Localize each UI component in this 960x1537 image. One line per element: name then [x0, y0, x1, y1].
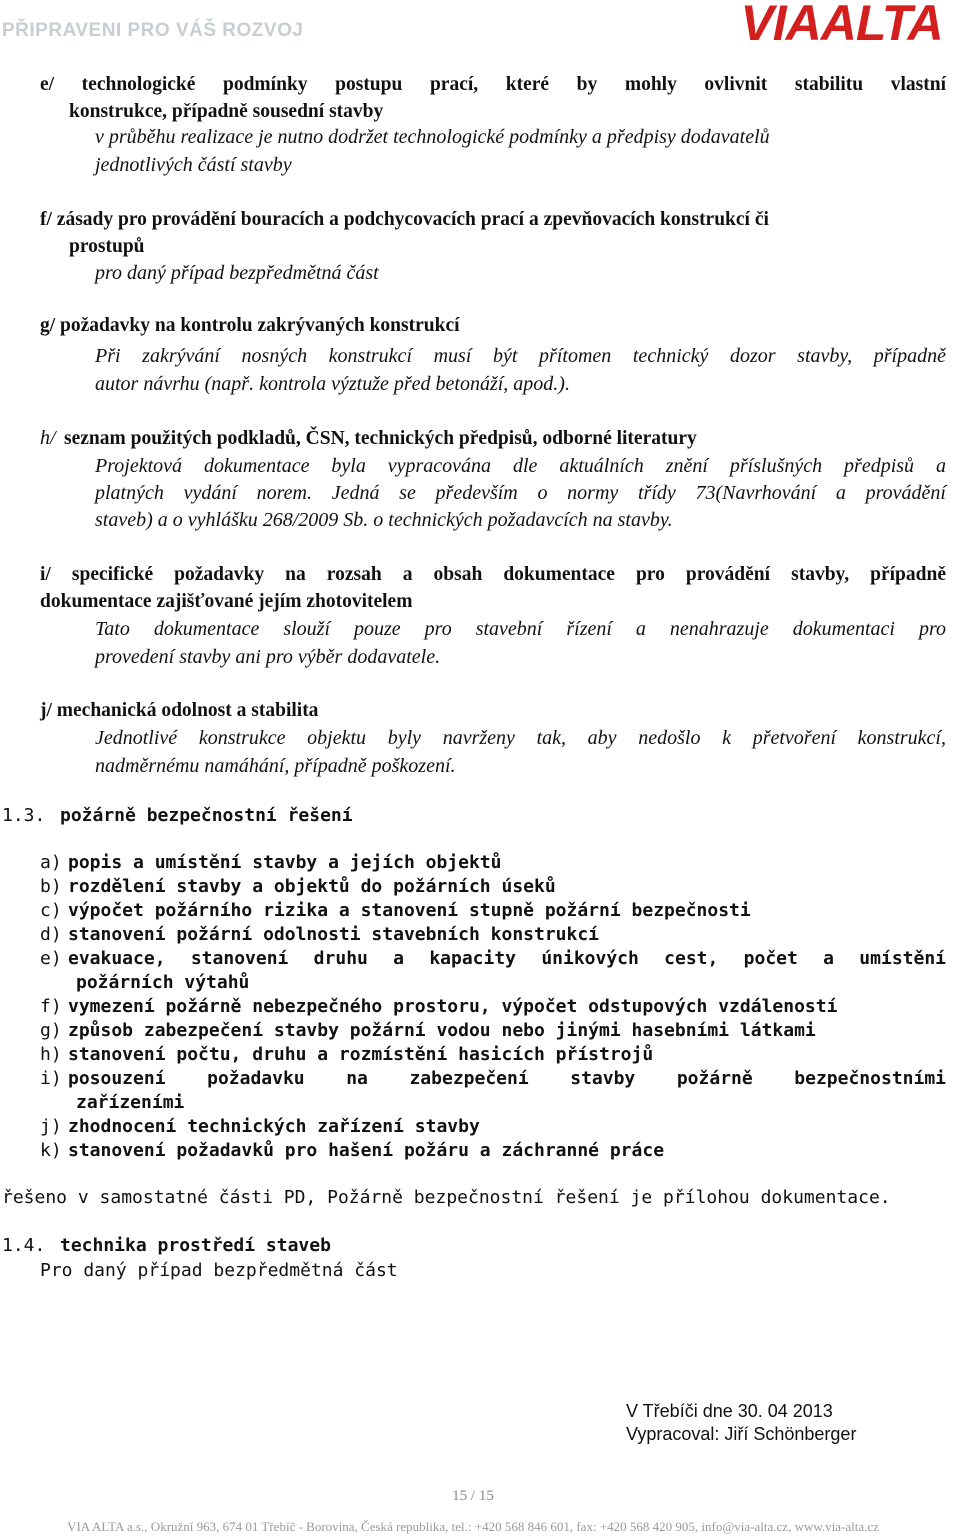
pbr-item-text: stanovení požadavků pro hašení požáru a záchranné práce	[68, 1140, 665, 1161]
section-g-text: Při zakrývání nosných konstrukcí musí být přítomen technický dozor stavby, případně	[95, 345, 946, 367]
section-f-text: pro daný případ bezpředmětná část	[95, 262, 379, 284]
section-j-heading: j/ mechanická odolnost a stabilita	[40, 700, 319, 721]
pbr-item-letter: g)	[40, 1020, 62, 1041]
section-14-text: Pro daný případ bezpředmětná část	[40, 1260, 398, 1281]
section-14-number: 1.4.	[2, 1235, 46, 1256]
section-g-heading: g/ požadavky na kontrolu zakrývaných konstrukcí	[40, 315, 460, 336]
pbr-item-letter: h)	[40, 1044, 62, 1065]
section-h-text-cont: platných vydání norem. Jedná se především o normy třídy 73(Navrhování a provádění	[95, 482, 946, 504]
section-i-heading-cont: dokumentace zajišťované jejím zhotovitelem	[40, 591, 413, 612]
footer-contact: VIA ALTA a.s., Okružní 963, 674 01 Třebíč - Borovina, Česká republika, tel.: +420 568 846 601, fax: +420 568 420 905, info@via-alta.cz, www.via-alta.cz	[67, 1519, 879, 1534]
section-h-text-cont2: staveb) a o vyhlášku 268/2009 Sb. o technických požadavcích na stavby.	[95, 509, 673, 531]
header-tagline: PŘIPRAVENI PRO VÁŠ ROZVOJ	[2, 20, 304, 41]
section-i-heading: i/ specifické požadavky na rozsah a obsah dokumentace pro provádění stavby, případně	[40, 564, 946, 585]
section-j-text: Jednotlivé konstrukce objektu byly navrženy tak, aby nedošlo k přetvoření konstrukcí,	[95, 727, 946, 749]
section-h-prefix: h/	[40, 427, 56, 449]
pbr-item-letter: j)	[40, 1116, 62, 1137]
section-e-text-cont: jednotlivých částí stavby	[95, 154, 292, 176]
pbr-item-text: výpočet požárního rizika a stanovení stupně požární bezpečnosti	[68, 900, 751, 921]
pbr-item-text: popis a umístění stavby a jejích objektů	[68, 852, 502, 873]
section-e-heading-cont: konstrukce, případně sousední stavby	[69, 101, 384, 122]
pbr-item-text-cont: požárních výtahů	[76, 972, 250, 993]
pbr-item-letter: d)	[40, 924, 62, 945]
section-f-heading: f/ zásady pro provádění bouracích a podchycovacích prací a zpevňovacích konstrukcí či	[40, 209, 769, 230]
pbr-item-letter: i)	[40, 1068, 62, 1089]
pbr-item-text: stanovení požární odolnosti stavebních konstrukcí	[68, 924, 600, 945]
pbr-item-letter: f)	[40, 996, 62, 1017]
section-e-heading: e/ technologické podmínky postupu prací, které by mohly ovlivnit stabilitu vlastní	[40, 74, 946, 95]
section-14-title: technika prostředí staveb	[60, 1235, 331, 1256]
section-j-text-cont: nadměrnému namáhání, případně poškození.	[95, 755, 456, 777]
section-f-heading-cont: prostupů	[69, 236, 145, 257]
section-g-text-cont: autor návrhu (např. kontrola výztuže před betonáží, apod.).	[95, 373, 570, 395]
section-e-text: v průběhu realizace je nutno dodržet technologické podmínky a předpisy dodavatelů	[95, 126, 770, 148]
pbr-item-text: evakuace, stanovení druhu a kapacity únikových cest, počet a umístění	[68, 948, 946, 969]
pbr-item-letter: b)	[40, 876, 62, 897]
section-13-number: 1.3.	[2, 805, 46, 826]
company-logo: VIAALTA	[740, 0, 954, 52]
section-i-text: Tato dokumentace slouží pouze pro stavební řízení a nenahrazuje dokumentaci pro	[95, 618, 946, 640]
section-13-title: požárně bezpečnostní řešení	[60, 805, 353, 826]
pbr-item-text: posouzení požadavku na zabezpečení stavby požárně bezpečnostními	[68, 1068, 946, 1089]
pbr-item-text: vymezení požárně nebezpečného prostoru, výpočet odstupových vzdáleností	[68, 996, 838, 1017]
pbr-item-text: rozdělení stavby a objektů do požárních úseků	[68, 876, 556, 897]
pbr-item-letter: c)	[40, 900, 62, 921]
pbr-item-text: zhodnocení technických zařízení stavby	[68, 1116, 480, 1137]
pbr-item-text-cont: zařízeními	[76, 1092, 185, 1113]
section-i-text-cont: provedení stavby ani pro výběr dodavatele.	[95, 646, 441, 668]
pbr-note: řešeno v samostatné části PD, Požárně bezpečnostní řešení je přílohou dokumentace.	[2, 1187, 891, 1208]
page-number: 15 / 15	[452, 1488, 494, 1504]
pbr-item-text: stanovení počtu, druhu a rozmístění hasicích přístrojů	[68, 1044, 654, 1065]
pbr-item-letter: a)	[40, 852, 62, 873]
author: Vypracoval: Jiří Schönberger	[626, 1424, 857, 1444]
registered-mark	[945, 0, 954, 1]
pbr-item-letter: k)	[40, 1140, 62, 1161]
section-h-heading: seznam použitých podkladů, ČSN, technických předpisů, odborné literatury	[64, 428, 697, 449]
pbr-item-letter: e)	[40, 948, 62, 969]
place-date: V Třebíči dne 30. 04 2013	[626, 1401, 833, 1421]
pbr-item-text: způsob zabezpečení stavby požární vodou nebo jinými hasebními látkami	[68, 1020, 816, 1041]
section-h-text: Projektová dokumentace byla vypracována dle aktuálních znění příslušných předpisů a	[95, 455, 946, 477]
